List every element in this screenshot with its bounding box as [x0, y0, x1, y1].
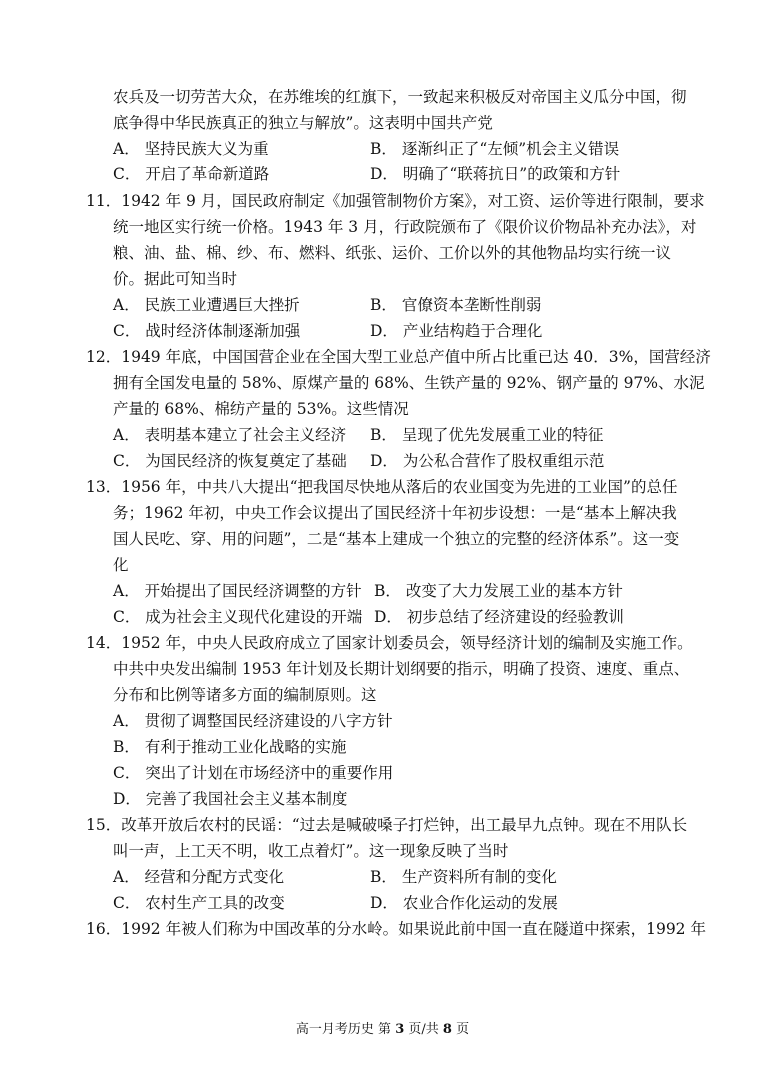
footer-page-number: 3 [395, 1022, 405, 1037]
q10-line-1: 农兵及一切劳苦大众，在苏维埃的红旗下，一致起来积极反对帝国主义瓜分中国，彻 [113, 88, 687, 106]
q10-option-d: D． 明确了“联蒋抗日”的政策和方针 [370, 165, 621, 183]
footer-total-pages: 8 [442, 1022, 452, 1037]
q13-line-3: 国人民吃、穿、用的问题”，二是“基本上建成一个独立的完整的经济体系”。这一变 [113, 530, 680, 548]
q13-option-b: B． 改变了大力发展工业的基本方针 [374, 582, 623, 600]
q11-line-3: 粮、油、盐、棉、纱、布、燃料、纸张、运价、工价以外的其他物品均实行统一议 [113, 244, 672, 262]
q13-line-4: 化 [113, 556, 129, 574]
q16-line-1: 16．1992 年被人们称为中国改革的分水岭。如果说此前中国一直在隧道中探索，1992 年 [86, 920, 706, 938]
q13-option-c: C． 成为社会主义现代化建设的开端 [113, 608, 363, 626]
footer-middle: 页/共 [404, 1022, 443, 1037]
footer-prefix: 高一月考历史 第 [295, 1022, 396, 1037]
q14-option-a: A． 贯彻了调整国民经济建设的八字方针 [113, 712, 393, 730]
q15-option-a: A． 经营和分配方式变化 [113, 868, 285, 886]
q11-option-d: D． 产业结构趋于合理化 [370, 322, 543, 340]
q13-option-d: D． 初步总结了经济建设的经验教训 [374, 608, 624, 626]
q12-line-3: 产量的 68%、棉纺产量的 53%。这些情况 [113, 400, 409, 418]
q15-line-2: 叫一声，上工天不明，收工点着灯”。这一现象反映了当时 [113, 842, 509, 860]
q10-option-b: B． 逐渐纠正了“左倾”机会主义错误 [370, 140, 620, 158]
q14-line-2: 中共中央发出编制 1953 年计划及长期计划纲要的指示，明确了投资、速度、重点、 [113, 660, 690, 678]
q14-line-1: 14．1952 年，中央人民政府成立了国家计划委员会，领导经济计划的编制及实施工作。 [86, 634, 693, 652]
q13-line-1: 13．1956 年，中共八大提出“把我国尽快地从落后的农业国变为先进的工业国”的总任 [86, 478, 678, 496]
q13-option-a: A． 开始提出了国民经济调整的方针 [113, 582, 362, 600]
q12-option-c: C． 为国民经济的恢复奠定了基础 [113, 452, 347, 470]
q11-option-a: A． 民族工业遭遇巨大挫折 [113, 296, 300, 314]
q11-option-c: C． 战时经济体制逐渐加强 [113, 322, 301, 340]
q14-line-3: 分布和比例等诸多方面的编制原则。这 [113, 686, 377, 704]
q15-line-1: 15．改革开放后农村的民谣：“过去是喊破嗓子打烂钟，出工最早九点钟。现在不用队长 [86, 816, 688, 834]
q11-option-b: B． 官僚资本垄断性削弱 [370, 296, 542, 314]
q15-option-d: D． 农业合作化运动的发展 [370, 894, 558, 912]
q10-option-a: A． 坚持民族大义为重 [113, 140, 269, 158]
q14-option-c: C． 突出了计划在市场经济中的重要作用 [113, 764, 394, 782]
q12-option-b: B． 呈现了优先发展重工业的特征 [370, 426, 604, 444]
q12-line-1: 12．1949 年底，中国国营企业在全国大型工业总产值中所占比重已达 40．3%，国营经济 [86, 348, 711, 366]
q12-option-a: A． 表明基本建立了社会主义经济 [113, 426, 347, 444]
q11-line-1: 11．1942 年 9 月，国民政府制定《加强管制物价方案》，对工资、运价等进行限制，要求 [86, 192, 705, 210]
q10-line-2: 底争得中华民族真正的独立与解放”。这表明中国共产党 [113, 114, 493, 132]
q14-option-d: D． 完善了我国社会主义基本制度 [113, 790, 348, 808]
q11-line-4: 价。据此可知当时 [113, 270, 238, 288]
q15-option-b: B． 生产资料所有制的变化 [370, 868, 557, 886]
page-footer [0, 1022, 765, 1038]
q13-line-2: 务；1962 年初，中央工作会议提出了国民经济十年初步设想：一是“基本上解决我 [113, 504, 677, 522]
q12-option-d: D． 为公私合营作了股权重组示范 [370, 452, 605, 470]
q12-line-2: 拥有全国发电量的 58%、原煤产量的 68%、生铁产量的 92%、钢产量的 97%、水泥 [113, 374, 705, 392]
q10-option-c: C． 开启了革命新道路 [113, 165, 270, 183]
q11-line-2: 统一地区实行统一价格。1943 年 3 月，行政院颁布了《限价议价物品补充办法》，对 [113, 218, 697, 236]
q15-option-c: C． 农村生产工具的改变 [113, 894, 285, 912]
q14-option-b: B． 有利于推动工业化战略的实施 [113, 738, 347, 756]
footer-suffix: 页 [451, 1022, 470, 1037]
